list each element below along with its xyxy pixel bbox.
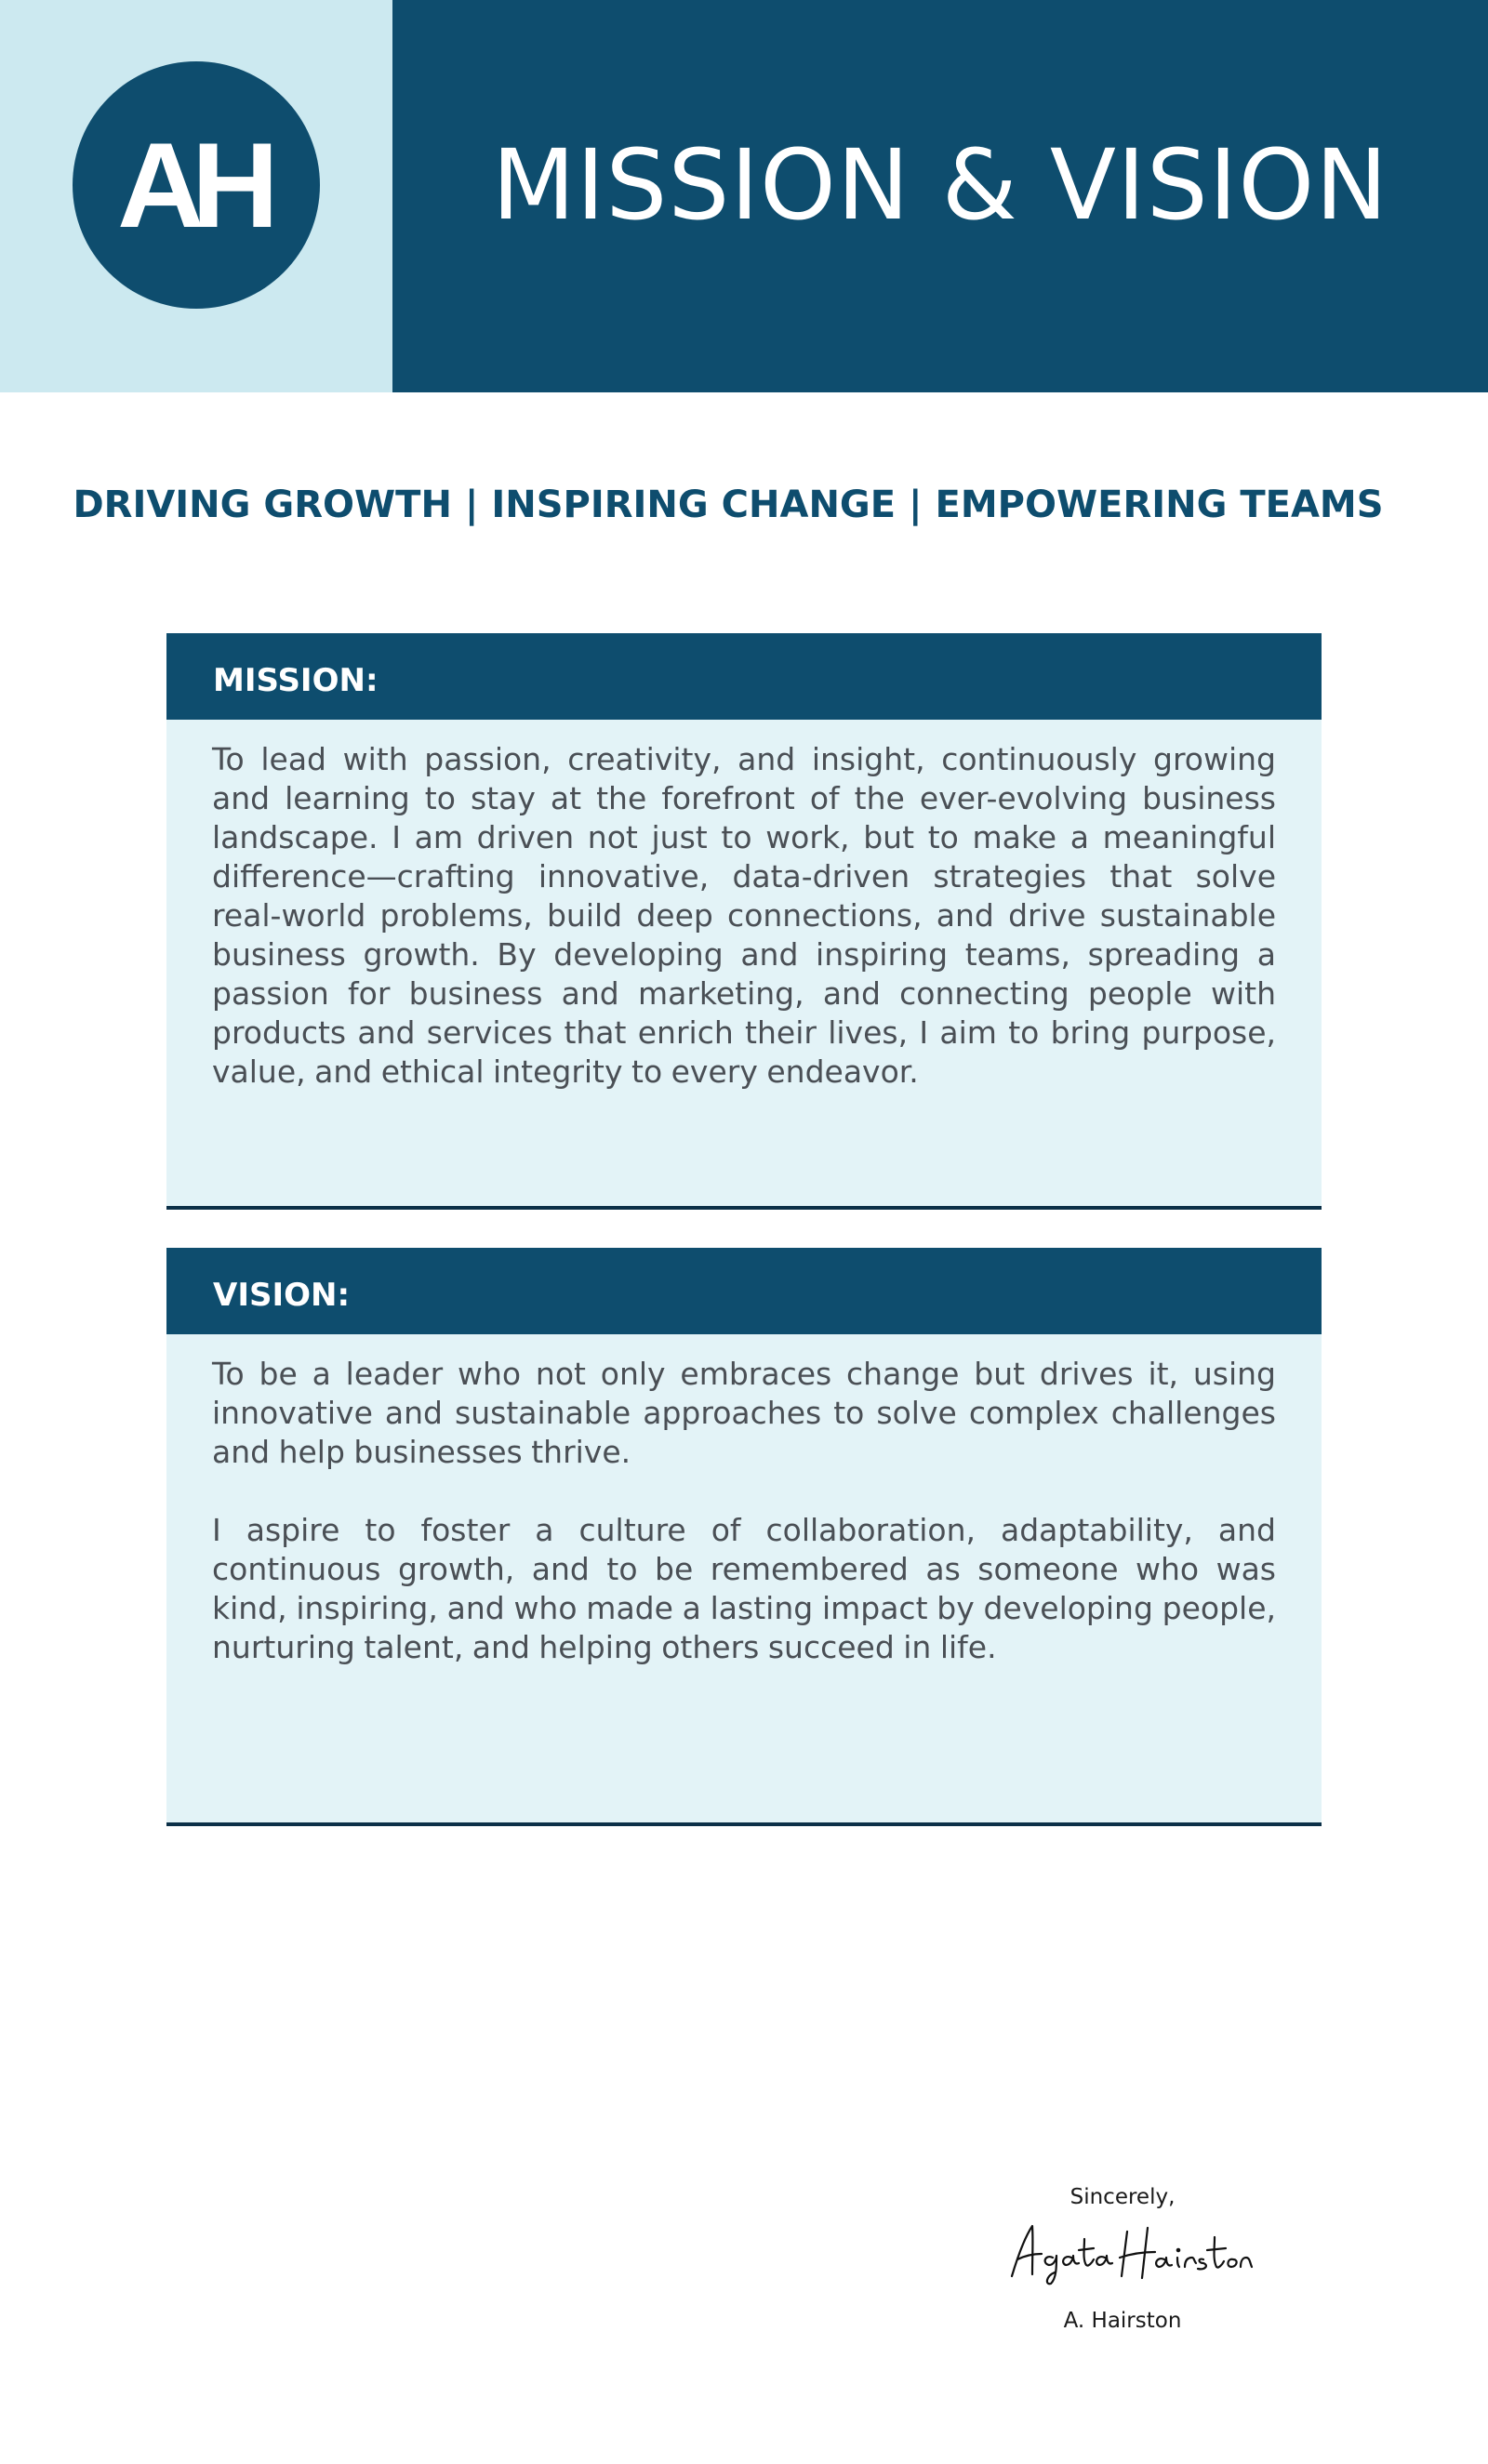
tagline: DRIVING GROWTH | INSPIRING CHANGE | EMPOWERING TEAMS: [73, 484, 1384, 526]
header-logo-panel: [0, 0, 392, 392]
vision-paragraph: I aspire to foster a culture of collaboration, adaptability, and continuous growth, and to be remembered as someone who was kind, inspiring, and who made a lasting impact by developing people, nurturing talent, and helping others succeed in life.: [212, 1512, 1276, 1665]
vision-card-header: [166, 1248, 1322, 1334]
mission-card: [166, 633, 1322, 1210]
handwritten-signature: [1004, 2220, 1256, 2285]
mission-card-header: [166, 633, 1322, 720]
vision-paragraph: To be a leader who not only embraces change but drives it, using innovative and sustainable approaches to solve complex challenges and help businesses thrive.: [212, 1356, 1276, 1470]
vision-card-body: [166, 1334, 1322, 1667]
header-title-panel: [392, 0, 1488, 392]
mission-paragraph: To lead with passion, creativity, and insight, continuously growing and learning to stay at the forefront of the ever-evolving business landscape. I am driven not just to work, but to make a meaningful difference—crafting innovative, data-driven strategies that solve real-world problems, build deep connections, and drive sustainable business growth. By developing and inspiring teams, spreading a passion for business and marketing, and connecting people with products and services that enrich their lives, I aim to bring purpose, value, and ethical integrity to every endeavor.: [212, 741, 1276, 1090]
vision-card: [166, 1248, 1322, 1826]
closing-text: Sincerely,: [1070, 2185, 1176, 2209]
signer-name: A. Hairston: [1063, 2309, 1182, 2333]
page-title: MISSION & VISION: [491, 128, 1389, 242]
logo: [73, 61, 320, 309]
mission-heading: MISSION:: [213, 661, 379, 699]
logo-monogram: AH: [117, 117, 266, 253]
mission-card-body: [166, 720, 1322, 1092]
vision-heading: VISION:: [213, 1276, 351, 1314]
